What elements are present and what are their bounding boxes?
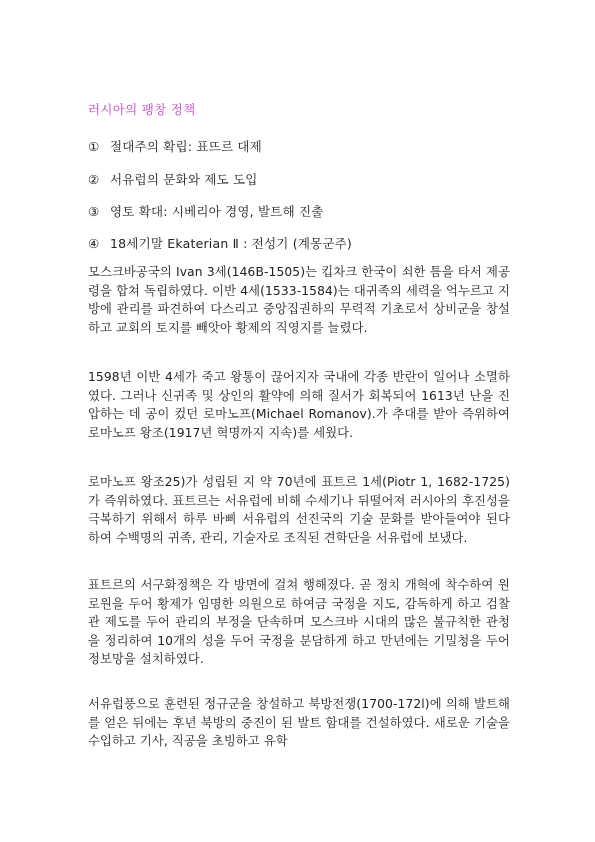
list-item-number: ④ <box>88 236 100 251</box>
paragraph: 모스크바공국의 Ivan 3세(146B-1505)는 킵차크 한국이 쇠한 틈을 타서 제공령을 합쳐 독립하였다. 이반 4세(1533-1584)는 대귀족의 세력을 억누르고 지방에 관리를 파견하여 다스리고 중앙집권하의 무력적 기초로서 상비군을 창설하고 교회의 토지를 빼앗아 황제의 직영지를 늘렸다. <box>88 265 510 335</box>
list-item-text: 영토 확대: 시베리아 경영, 발트해 진출 <box>110 204 324 219</box>
paragraph: 표트르의 서구화정책은 각 방면에 걸쳐 행해졌다. 곧 정치 개혁에 착수하여 원로원을 두어 황제가 임명한 의원으로 하여금 국정을 지도, 감독하게 하고 검찰관 제도를 두어 관리의 부정을 단속하며 모스크바 시대의 많은 불규칙한 관청을 정리하여 10개의 성을 두어 국정을 분담하게 하고 만년에는 기밀청을 두어 정보망을 설치하였다. <box>88 578 510 666</box>
list-item-number: ③ <box>88 204 100 219</box>
list-item <box>88 202 324 220</box>
list-item <box>88 170 258 188</box>
list-item <box>88 234 352 252</box>
paragraph: 서유럽풍으로 훈련된 정규군을 창설하고 북방전쟁(1700-172l)에 의해 발트해를 얻은 뒤에는 후년 북방의 중진이 된 발트 함대를 건설하였다. 새로운 기술을 수입하고 기사, 직공을 초빙하고 유학 <box>88 697 510 748</box>
list-item-text: 서유럽의 문화와 제도 도입 <box>110 172 258 187</box>
paragraph: 로마노프 왕조25)가 성립된 지 약 70년에 표트르 1세(Piotr 1, 1682-1725)가 즉위하였다. 표트르는 서유럽에 비해 수세기나 뒤떨어져 러시아의 후진성을 극복하기 위해서 하루 바삐 서유럽의 선진국의 기술 문화를 받아들여야 된다 하여 수백명의 귀족, 관리, 기술자로 조직된 견학단을 서유럽에 보냈다. <box>88 475 510 545</box>
list-item-text: 18세기말 Ekaterian Ⅱ : 전성기 (계몽군주) <box>110 236 353 251</box>
paragraph: 1598년 이반 4세가 죽고 왕통이 끊어지자 국내에 각종 반란이 일어나 소멸하였다. 그러나 신귀족 및 상인의 활약에 의해 질서가 회복되어 1613년 난을 진압하는 데 공이 컸던 로마노프(Michael Romanov).가 추대를 받아 즉위하여 로마노프 왕조(1917년 혁명까지 지속)를 세웠다. <box>88 370 510 440</box>
list-item-number: ② <box>88 172 100 187</box>
section-title: 러시아의 팽창 정책 <box>88 102 196 117</box>
list-item-text: 절대주의 확립: 표뜨르 대제 <box>110 139 262 154</box>
list-item <box>88 137 262 155</box>
list-item-number: ① <box>88 139 100 154</box>
